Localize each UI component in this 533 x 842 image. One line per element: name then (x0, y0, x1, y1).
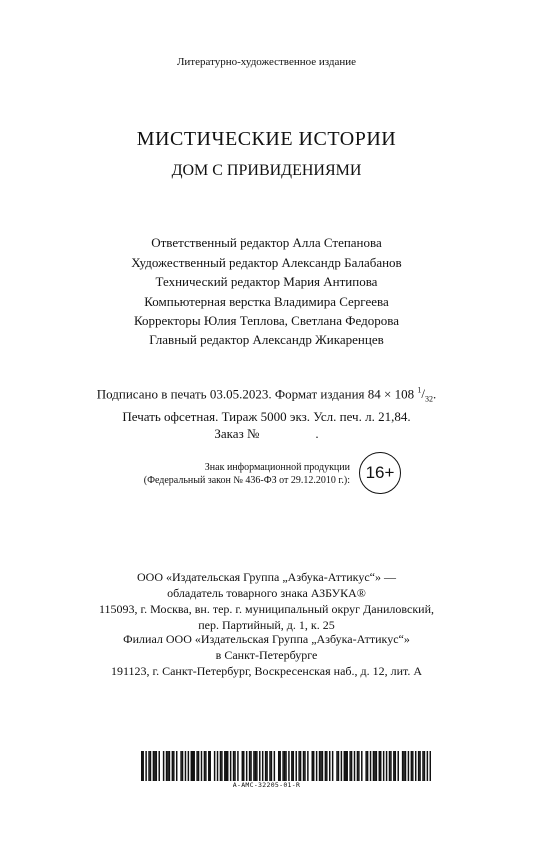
barcode-bar (208, 751, 209, 781)
barcode-bar (169, 751, 170, 781)
barcode-bar (234, 751, 235, 781)
barcode-bar (192, 751, 193, 781)
barcode-bar (298, 751, 299, 781)
barcode-bar (204, 751, 205, 781)
barcode-bar (142, 751, 143, 781)
publisher-line: пер. Партийный, д. 1, к. 25 (198, 618, 335, 632)
barcode-bar (284, 751, 285, 781)
barcode-code: А-АМС-32205-01-R (232, 781, 301, 789)
barcode-bar (154, 751, 155, 781)
barcode-bar (405, 751, 406, 781)
barcode-bar (373, 751, 374, 781)
barcode-bar (376, 751, 377, 781)
barcode-bar (419, 751, 420, 781)
barcode-bar (224, 751, 225, 781)
barcode-bar (255, 751, 256, 781)
barcode-bar (322, 751, 323, 781)
barcode-bar (295, 751, 296, 781)
barcode-bar (370, 751, 371, 781)
barcode-bar (176, 751, 177, 781)
barcode-bar (196, 751, 197, 781)
barcode-bar (180, 751, 181, 781)
barcode-bar (153, 751, 154, 781)
barcode-bar (313, 751, 314, 781)
barcode-bar (185, 751, 186, 781)
barcode-bar (182, 751, 183, 781)
barcode-bar (163, 751, 164, 781)
barcode-bar (397, 751, 398, 781)
barcode-bar (386, 751, 387, 781)
barcode-bar (262, 751, 263, 781)
barcode-bar (282, 751, 283, 781)
publisher-block (0, 569, 533, 633)
info-product-sign (112, 461, 350, 487)
branch-block (0, 631, 533, 679)
barcode-bar (221, 751, 222, 781)
barcode-bar (158, 751, 159, 781)
barcode-bar (393, 751, 394, 781)
barcode-bar (256, 751, 257, 781)
barcode-bar (300, 751, 301, 781)
barcode-bar (402, 751, 403, 781)
barcode-bar (148, 751, 149, 781)
barcode-bar (191, 751, 192, 781)
barcode-bar (412, 751, 413, 781)
barcode-bar (367, 751, 368, 781)
barcode-bar (351, 751, 352, 781)
barcode-bar (303, 751, 304, 781)
barcode-bar (379, 751, 380, 781)
barcode-bar (380, 751, 381, 781)
barcode-bar (357, 751, 358, 781)
barcode-bar (220, 751, 221, 781)
barcode-bar (246, 751, 247, 781)
barcode-bar (265, 751, 266, 781)
barcode-bar (358, 751, 359, 781)
barcode-bar (304, 751, 305, 781)
format-fraction: $^1/_{32}$ (417, 386, 433, 404)
info-sign-line: Знак информационной продукции (204, 462, 350, 473)
barcode-bar (338, 751, 339, 781)
barcode-bar (411, 751, 412, 781)
book-title: МИСТИЧЕСКИЕ ИСТОРИИ (136, 128, 397, 150)
barcode-bar (291, 751, 292, 781)
publisher-line: 115093, г. Москва, вн. тер. г. муниципальный округ Даниловский, (98, 602, 435, 616)
barcode-bar (285, 751, 286, 781)
barcode-bar (403, 751, 404, 781)
credit-line: Корректоры Юлия Теплова, Светлана Федорова (133, 313, 399, 328)
barcode-bar (390, 751, 391, 781)
barcode-bar (320, 751, 321, 781)
barcode-bar (424, 751, 425, 781)
barcode-bar (349, 751, 350, 781)
barcode-bar (259, 751, 260, 781)
barcode-bar (325, 751, 326, 781)
barcode-bar (242, 751, 243, 781)
barcode-bar (341, 751, 342, 781)
credit-line: Компьютерная верстка Владимира Сергеева (144, 293, 389, 309)
order-line: Заказ № . (214, 425, 319, 441)
age-rating-badge: 16+ (359, 452, 401, 494)
barcode-bar (237, 751, 238, 781)
barcode-bar (150, 751, 151, 781)
barcode-bar (233, 751, 234, 781)
barcode-bar (365, 751, 366, 781)
barcode-bar (274, 751, 275, 781)
barcode-bar (427, 751, 428, 781)
publisher-line: ООО «Издательская Группа „Азбука-Аттикус“» — (137, 570, 396, 584)
barcode-bar (288, 751, 289, 781)
branch-line: Филиал ООО «Издательская Группа „Азбука-Аттикус“» (123, 632, 410, 646)
barcode-bar (156, 751, 157, 781)
barcode-bar (346, 751, 347, 781)
barcode-bar (336, 751, 337, 781)
print-info (0, 382, 533, 442)
barcode-bar (418, 751, 419, 781)
barcode-bar (188, 751, 189, 781)
barcode-bar (266, 751, 267, 781)
barcode-bar (279, 751, 280, 781)
barcode-bar (249, 751, 250, 781)
barcode-bar (193, 751, 194, 781)
barcode-bar (227, 751, 228, 781)
barcode-bar (332, 751, 333, 781)
barcode-bar (226, 751, 227, 781)
barcode-bar (198, 751, 199, 781)
barcode-bar (383, 751, 384, 781)
branch-line: в Санкт-Петербурге (215, 648, 318, 662)
barcode-bar (345, 751, 346, 781)
barcode-bar (430, 751, 431, 781)
barcode-bar (250, 751, 251, 781)
barcode-bar (319, 751, 320, 781)
barcode-bar (214, 751, 215, 781)
barcode-bar (307, 751, 308, 781)
barcode-bar (166, 751, 167, 781)
barcode-bar (271, 751, 272, 781)
barcode-bar (344, 751, 345, 781)
barcode-bar (141, 751, 142, 781)
print-line-run: Печать офсетная. Тираж 5000 экз. Усл. печ. л. 21,84. (122, 408, 411, 424)
barcode-bar (243, 751, 244, 781)
barcode-bar (269, 751, 270, 781)
barcode-bar (293, 751, 294, 781)
barcode-bar (205, 751, 206, 781)
barcode-bar (253, 751, 254, 781)
barcode-bar (217, 751, 218, 781)
print-line-format: Подписано в печать 03.05.2023. Формат издания 84 × 108 $^1/_{32}$. (96, 386, 437, 404)
barcode-bar (415, 751, 416, 781)
barcode-bar (422, 751, 423, 781)
barcode-bar (278, 751, 279, 781)
barcode-bar (389, 751, 390, 781)
info-sign-law: (Федеральный закон № 436-ФЗ от 29.12.2010 г.): (143, 475, 350, 486)
barcode-bar (326, 751, 327, 781)
barcode-bar (316, 751, 317, 781)
barcode-bar (230, 751, 231, 781)
barcode-bar (312, 751, 313, 781)
barcode-bar (395, 751, 396, 781)
barcode-image (141, 751, 431, 781)
barcode-bar (374, 751, 375, 781)
credits-block (0, 233, 533, 331)
branch-line: 191123, г. Санкт-Петербург, Воскресенская наб., д. 12, лит. А (110, 664, 423, 678)
publisher-line: обладатель товарного знака АЗБУКА® (167, 586, 366, 600)
barcode-bar (173, 751, 174, 781)
book-subtitle: ДОМ С ПРИВИДЕНИЯМИ (171, 162, 362, 179)
barcode-bar (145, 751, 146, 781)
edition-type: Литературно-художественное издание (176, 56, 357, 68)
chief-editor: Главный редактор Александр Жикаренцев (149, 332, 384, 347)
credit-line: Художественный редактор Александр Балабанов (131, 254, 402, 270)
barcode-bar (172, 751, 173, 781)
credit-line: Ответственный редактор Алла Степанова (151, 235, 382, 250)
barcode-bar (361, 751, 362, 781)
barcode-bar (354, 751, 355, 781)
barcode-bar (408, 751, 409, 781)
credit-line: Технический редактор Мария Антипова (155, 274, 378, 289)
barcode-bar (209, 751, 210, 781)
barcode-bar (167, 751, 168, 781)
barcode-bar (329, 751, 330, 781)
barcode-bar (201, 751, 202, 781)
